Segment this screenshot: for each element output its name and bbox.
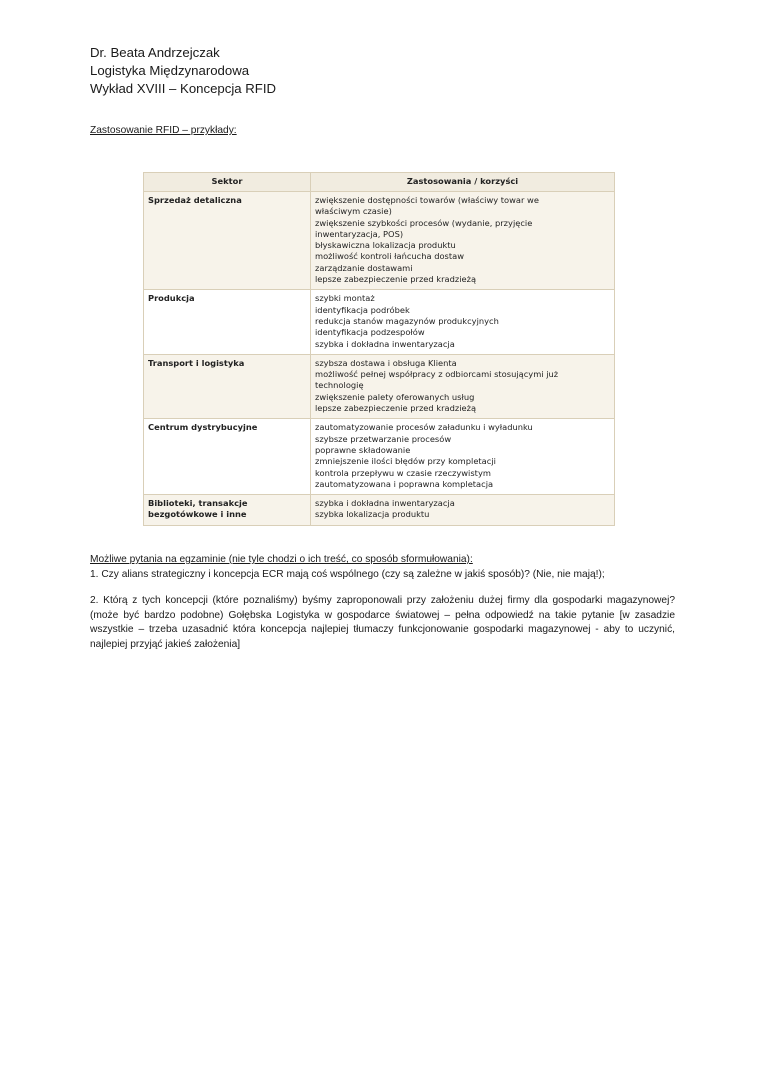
uses-cell (311, 419, 615, 495)
use-item: możliwość pełnej współpracy z odbiorcami stosującymi już (315, 369, 559, 380)
use-item: lepsze zabezpieczenie przed kradzieżą (315, 403, 477, 414)
table-row (144, 192, 615, 290)
use-item: poprawne składowanie (315, 444, 411, 455)
sector-cell: Transport i logistyka (144, 354, 311, 418)
uses-cell (311, 354, 615, 418)
rfid-applications-table (143, 172, 615, 526)
use-item: zautomatyzowana i poprawna kompletacja (315, 478, 494, 489)
use-item: zwiększenie szybkości procesów (wydanie, przyjęcie (315, 217, 533, 228)
questions-intro: Możliwe pytania na egzaminie (nie tyle chodzi o ich treść, co sposób sformułowania): (90, 554, 473, 565)
use-item: błyskawiczna lokalizacja produktu (315, 240, 456, 251)
uses-cell (311, 495, 615, 526)
sector-cell: Centrum dystrybucyjne (144, 419, 311, 495)
use-item: zwiększenie dostępności towarów (właściwy towar we (315, 195, 539, 205)
table-row (144, 419, 615, 495)
use-item: szybsza dostawa i obsługa Klienta (315, 357, 457, 368)
use-item: szybka lokalizacja produktu (315, 509, 430, 520)
course-name: Logistyka Międzynarodowa (90, 63, 250, 78)
author-name: Dr. Beata Andrzejczak (90, 45, 220, 60)
use-item: redukcja stanów magazynów produkcyjnych (315, 315, 499, 326)
uses-cell (311, 192, 615, 290)
use-item: szybka i dokładna inwentaryzacja (315, 498, 455, 509)
question-2: 2. Którą z tych koncepcji (które poznaliśmy) byśmy zaproponowali przy założeniu dużej firmy dla gospodarki magazynowej? (może być bardzo podobne) Gołębska Logistyka w gospodarce światowej – pełna odpowiedź na takie pytanie [w zasadzie wszystkie – trzeba uzasadnić która koncepcja najlepiej tłumaczy funkcjonowanie gospodarki magazynowej - aby to uczynić, najlepiej przyjąć jakieś założenia] (90, 595, 675, 650)
use-item: kontrola przepływu w czasie rzeczywistym (315, 467, 491, 478)
uses-cell (311, 290, 615, 354)
use-item: możliwość kontroli łańcucha dostaw (315, 251, 465, 262)
use-item: zautomatyzowanie procesów załadunku i wyładunku (315, 422, 533, 433)
use-item: zmniejszenie ilości błędów przy kompletacji (315, 456, 496, 467)
use-item: właściwym czasie) (315, 206, 392, 217)
lecture-title: Wykład XVIII – Koncepcja RFID (90, 81, 277, 96)
use-item: szybka i dokładna inwentaryzacja (315, 338, 455, 349)
use-item: szybsze przetwarzanie procesów (315, 433, 452, 444)
sector-line: Biblioteki, transakcje (148, 498, 248, 509)
sector-cell: Produkcja (144, 290, 311, 354)
table-row (144, 290, 615, 354)
sector-cell (144, 495, 311, 526)
table-row (144, 495, 615, 526)
question-1: 1. Czy alians strategiczny i koncepcja ECR mają coś wspólnego (czy są zależne w jakiś sposób)? (Nie, nie mają!); (90, 568, 605, 580)
column-header-uses: Zastosowania / korzyści (311, 173, 615, 192)
use-item: szybki montaż (315, 293, 375, 304)
use-item: zarządzanie dostawami (315, 262, 413, 273)
document-header (90, 44, 276, 98)
exam-questions (90, 553, 675, 652)
use-item: identyfikacja podzespołów (315, 327, 425, 338)
use-item: lepsze zabezpieczenie przed kradzieżą (315, 274, 477, 285)
use-item: identyfikacja podróbek (315, 304, 410, 315)
column-header-sector: Sektor (144, 173, 311, 192)
use-item: inwentaryzacja, POS) (315, 228, 404, 239)
sector-cell: Sprzedaż detaliczna (144, 192, 311, 290)
use-item: zwiększenie palety oferowanych usług (315, 391, 475, 402)
section-title: Zastosowanie RFID – przykłady: (90, 125, 237, 136)
use-item: technologię (315, 380, 364, 391)
sector-line: bezgotówkowe i inne (148, 509, 247, 520)
table-row (144, 354, 615, 418)
table-header-row (144, 173, 615, 192)
